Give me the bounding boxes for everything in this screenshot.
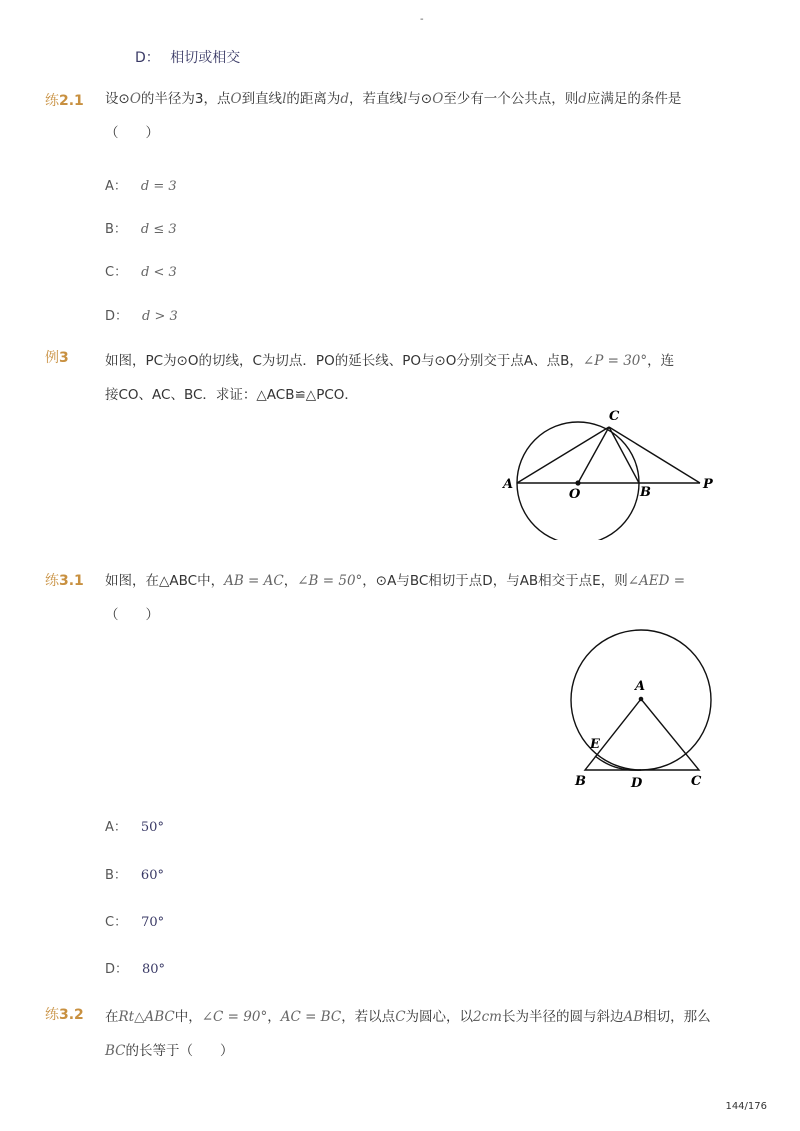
example-tag-3: 例3	[45, 350, 69, 366]
question-tag-3-2: 练3.2	[45, 1007, 84, 1023]
label-o: O	[569, 487, 581, 502]
center-point	[575, 480, 580, 485]
option-a[interactable]: A： 50°	[105, 820, 164, 835]
label-b: B	[640, 485, 651, 500]
option-a[interactable]: A： d = 3	[105, 179, 177, 194]
question-3-1-text	[105, 564, 725, 632]
question-3-2-text	[105, 1000, 725, 1068]
example-3-text	[105, 344, 725, 412]
option-d[interactable]: D： 80°	[105, 962, 166, 977]
label-c: C	[609, 409, 620, 424]
question-tag-3-1: 练3.1	[45, 573, 84, 589]
label-a: A	[503, 477, 514, 492]
label-a: A	[635, 679, 646, 694]
question-2-1-text	[105, 82, 725, 150]
option-d[interactable]: D： d > 3	[105, 309, 178, 324]
option-b[interactable]: B： 60°	[105, 868, 164, 883]
segment-ac	[517, 427, 609, 483]
page-number: 144/176	[725, 1101, 767, 1112]
option-letter: D：	[135, 50, 160, 66]
label-c: C	[691, 774, 702, 789]
segment-bc	[609, 427, 639, 483]
label-d: D	[631, 776, 643, 791]
label-p: P	[703, 477, 713, 492]
tag-number: 2.1	[59, 93, 84, 109]
segment-oc	[578, 427, 609, 483]
example-line-1: 如图，PC为⊙O的切线，C为切点．PO的延长线、PO与⊙O分别交于点A、点B，∠P = 30°，连	[105, 353, 675, 369]
tag-prefix: 练	[45, 93, 59, 109]
label-b: B	[575, 774, 586, 789]
figure-tangent-circle	[495, 405, 725, 540]
question-line-2: （ ）	[105, 125, 159, 141]
previous-option-d	[135, 47, 240, 67]
segment-pc	[609, 427, 700, 483]
point-a	[639, 697, 644, 702]
option-b[interactable]: B： d ≤ 3	[105, 222, 177, 237]
question-line-2: BC的长等于（ ）	[105, 1043, 234, 1059]
label-e: E	[590, 737, 600, 752]
example-line-2: 接CO、AC、BC．求证：△ACB≌△PCO．	[105, 387, 358, 403]
question-line-1: 设⊙O的半径为3，点O到直线l的距离为d，若直线l与⊙O至少有一个公共点，则d应满足的条件是	[105, 91, 682, 107]
header-mark: -	[420, 14, 424, 25]
option-text: 相切或相交	[170, 50, 241, 66]
question-line-2: （ ）	[105, 607, 159, 623]
question-line-1: 在Rt△ABC中，∠C = 90°，AC = BC，若以点C为圆心，以2cm长为半径的圆与斜边AB相切，那么	[105, 1009, 711, 1025]
question-line-1: 如图，在△ABC中，AB = AC，∠B = 50°，⊙A与BC相切于点D，与AB相交于点E，则∠AED =	[105, 573, 686, 589]
question-tag-2-1	[45, 90, 84, 110]
option-c[interactable]: C： d < 3	[105, 265, 177, 280]
figure-circle-triangle	[565, 625, 725, 795]
triangle-abc	[585, 699, 699, 770]
option-c[interactable]: C： 70°	[105, 915, 165, 930]
